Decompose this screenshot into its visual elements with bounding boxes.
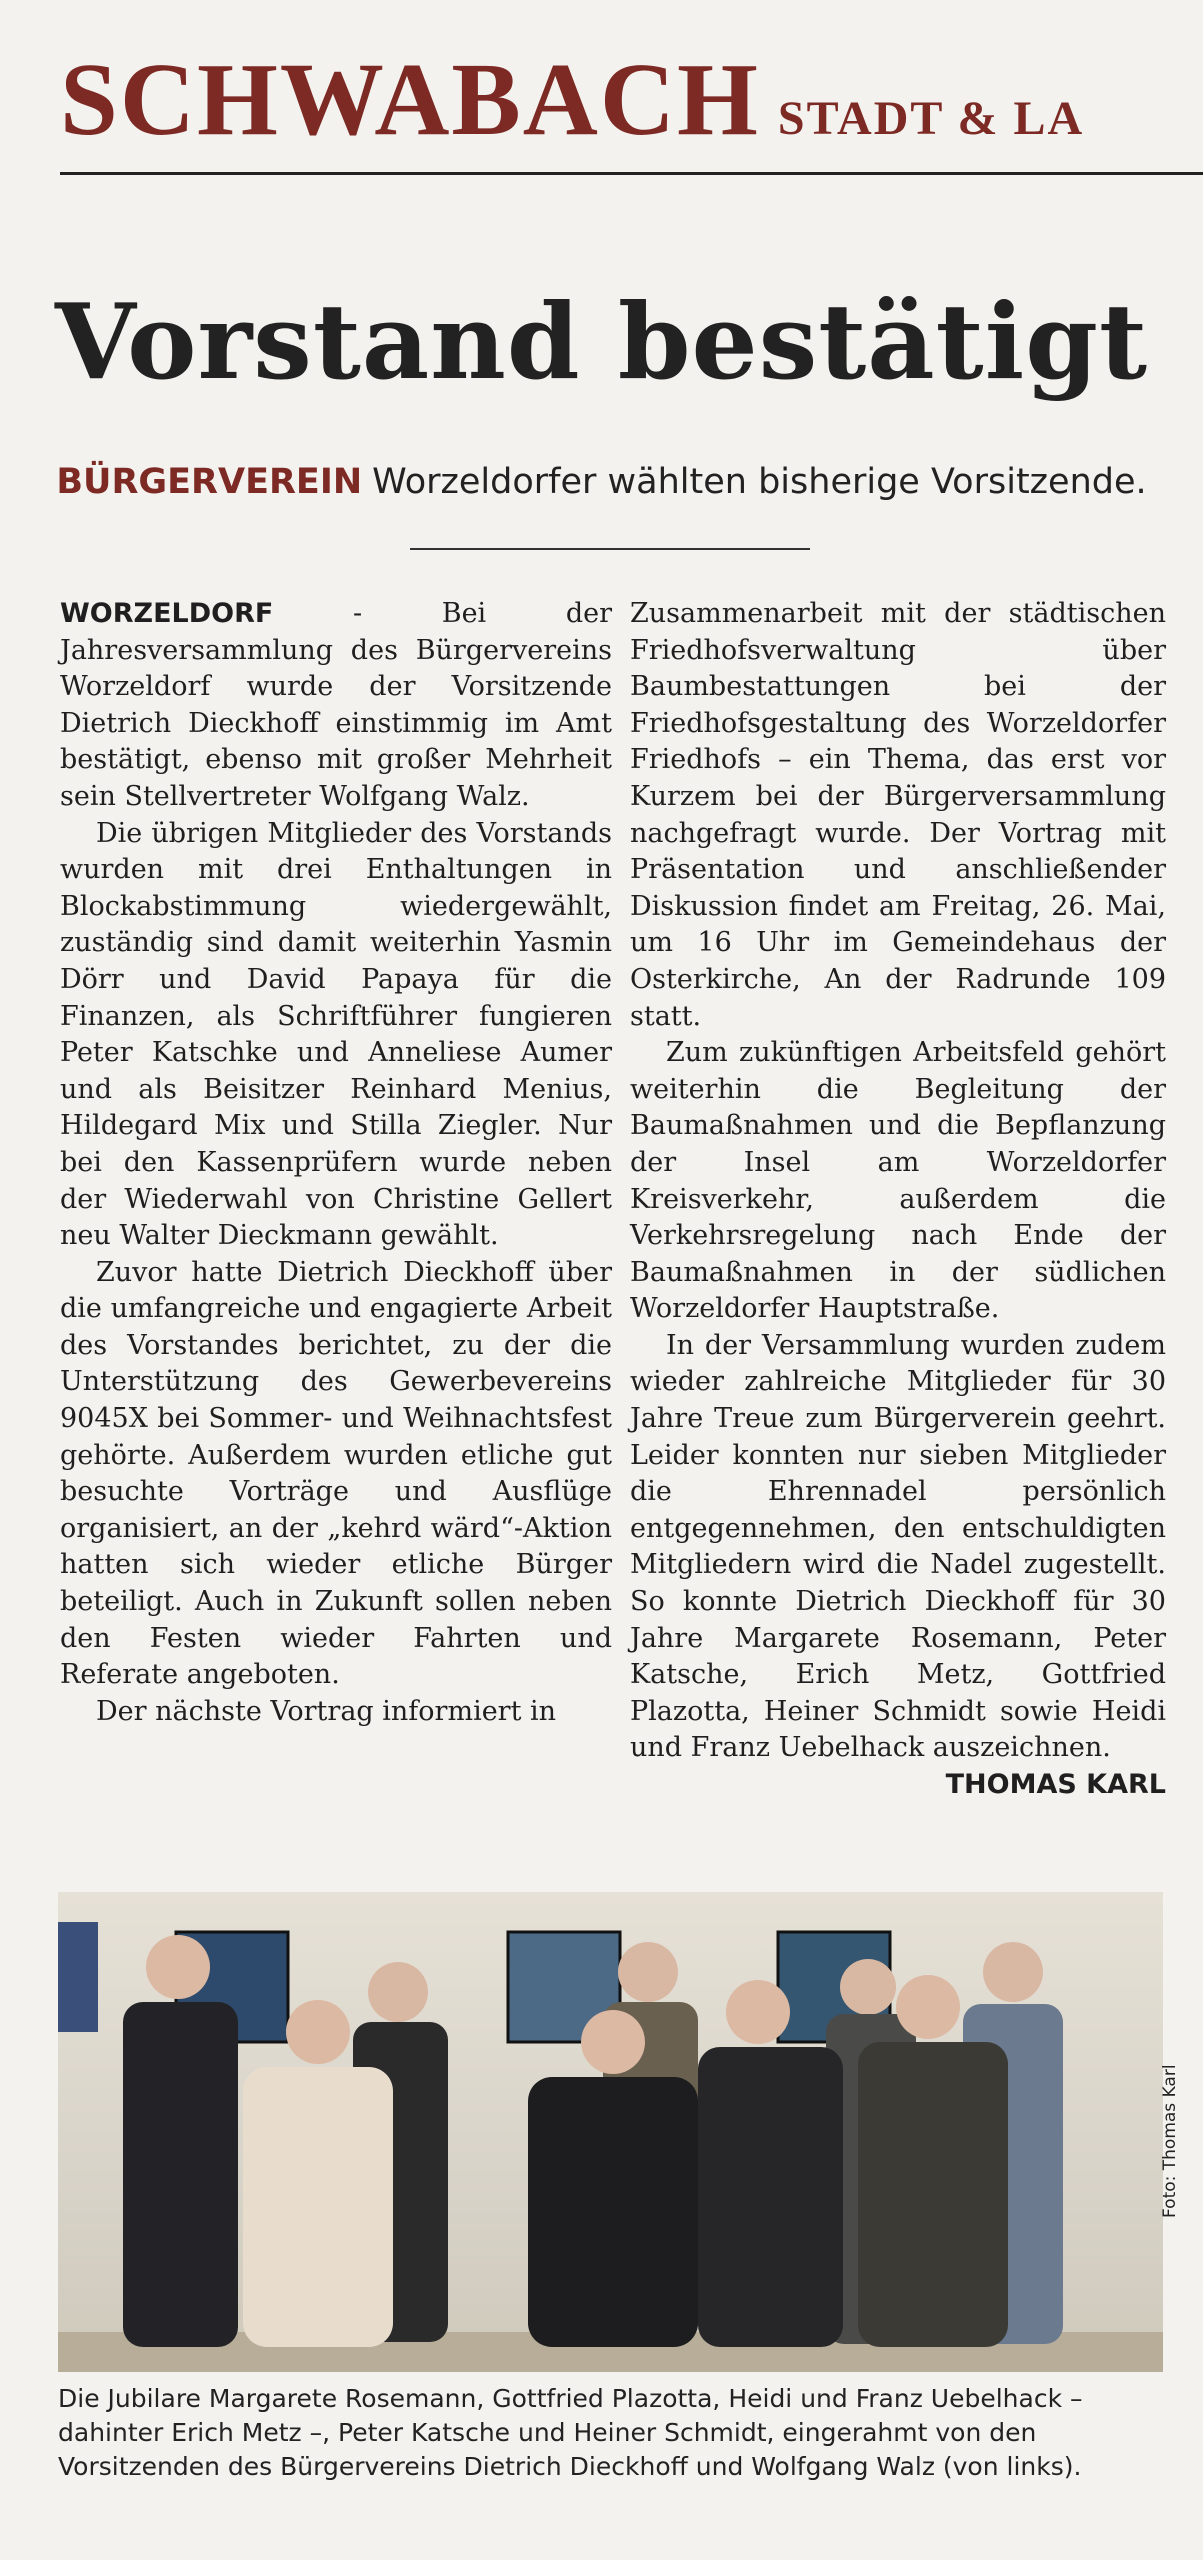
group-photo-illustration (58, 1892, 1163, 2372)
article-subhead (0, 462, 1203, 502)
article-author: THOMAS KARL (945, 1769, 1166, 1800)
article-column-right (630, 596, 1166, 1804)
article-column-left (60, 596, 612, 1730)
photo-caption: Die Jubilare Margarete Rosemann, Gottfried Plazotta, Heidi und Franz Uebelhack – dahinter Erich Metz –, Peter Katsche und Heiner Schmidt, eingerahmt von den Vorsitzenden des Bürgervereins Dietrich Dieckhoff und Wolfgang Walz (von links). (58, 2384, 1083, 2481)
masthead-city: SCHWABACH (60, 42, 760, 157)
paragraph: Zusammenarbeit mit der städtischen Friedhofsverwaltung über Baumbestattungen bei der Friedhofsgestaltung des Worzeldorfer Friedhofs – ein Thema, das erst vor Kurzem bei der Bürgerversammlung nachgefragt wurde. Der Vortrag mit Präsentation und anschließender Diskussion findet am Freitag, 26. Mai, um 16 Uhr im Gemeindehaus der Osterkirche, An der Radrunde 109 statt. (630, 598, 1166, 1032)
article-kicker: BÜRGERVEREIN (56, 462, 363, 502)
paragraph: Zuvor hatte Dietrich Dieckhoff über die umfangreiche und engagierte Arbeit des Vorstandes berichtet, zu der die Unterstützung des Gewerbevereins 9045X bei Sommer- und Weihnachtsfest gehörte. Außerdem wurden etliche gut besuchte Vorträge und Ausflüge organisiert, an der „kehrd wärd“-Aktion hatten sich wieder etliche Bürger beteiligt. Auch in Zukunft sollen neben den Festen wieder Fahrten und Referate angeboten. (60, 1256, 612, 1691)
article-subhead-text: Worzeldorfer wählten bisherige Vorsitzende. (372, 462, 1147, 502)
paragraph (630, 1328, 1166, 1800)
masthead-section: STADT & LA (777, 92, 1085, 145)
paragraph-text: In der Versammlung wurden zudem wieder zahlreiche Mitglieder für 30 Jahre Treue zum Bürgerverein geehrt. Leider konnten nur sieben Mitglieder die Ehrennadel persönlich entgegennehmen, den entschuldigten Mitgliedern wird die Nadel zugestellt. So konnte Dietrich Dieckhoff für 30 Jahre Margarete Rosemann, Peter Katsche, Erich Metz, Gottfried Plazotta, Heiner Schmidt sowie Heidi und Franz Uebelhack auszeichnen. (630, 1329, 1166, 1764)
paragraph: Zum zukünftigen Arbeitsfeld gehört weiterhin die Begleitung der Baumaßnahmen und die Bepflanzung der Insel am Worzeldorfer Kreisverkehr, außerdem die Verkehrsregelung nach Ende der Baumaßnahmen in der südlichen Worzeldorfer Hauptstraße. (630, 1037, 1166, 1325)
paragraph: Die übrigen Mitglieder des Vorstands wurden mit drei Enthaltungen in Blockabstimmung wiedergewählt, zuständig sind damit weiterhin Yasmin Dörr und David Papaya für die Finanzen, als Schriftführer fungieren Peter Katschke und Anneliese Aumer und als Beisitzer Reinhard Menius, Hildegard Mix und Stilla Ziegler. Nur bei den Kassenprüfern wurde neben der Wiederwahl von Christine Gellert neu Walter Dieckmann gewählt. (60, 817, 612, 1252)
subhead-divider (410, 548, 810, 550)
masthead-rule (60, 172, 1203, 175)
photo-credit: Foto: Thomas Karl (1160, 2064, 1180, 2218)
paragraph: Der nächste Vortrag informiert in (96, 1695, 557, 1727)
group-photo (58, 1892, 1163, 2372)
paragraph (60, 596, 612, 816)
masthead (60, 40, 1203, 160)
article-headline: Vorstand bestätigt (55, 280, 1148, 403)
article-dateline: WORZELDORF (60, 598, 274, 629)
paragraph-text: - Bei der Jahresversammlung des Bürgervereins Worzeldorf wurde der Vorsitzende Dietrich Dieckhoff einstimmig im Amt bestätigt, ebenso mit großer Mehrheit sein Stellvertreter Wolfgang Walz. (60, 598, 612, 812)
